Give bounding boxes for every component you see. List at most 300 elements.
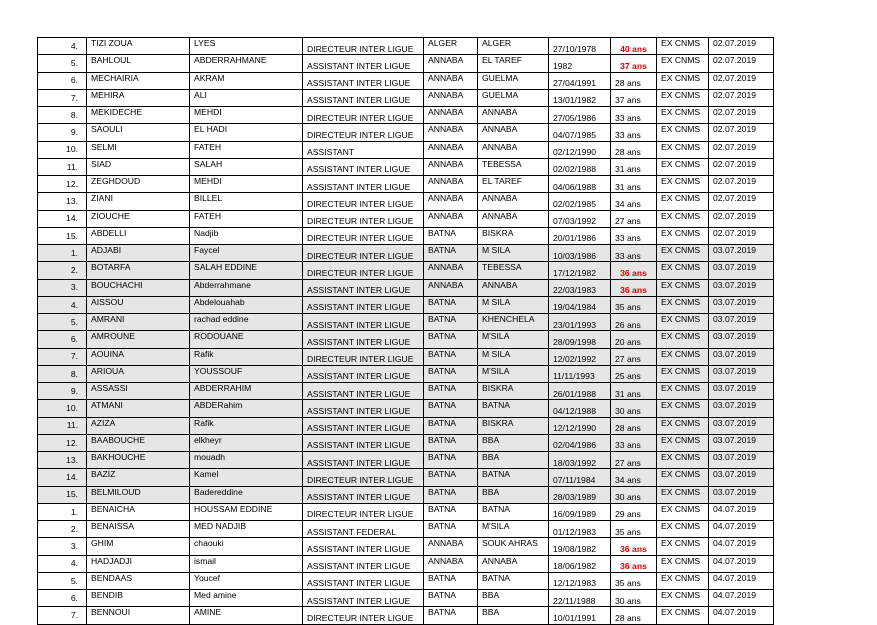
league-cell: ANNABA (424, 158, 478, 175)
function-cell: ASSISTANT INTER LIGUE (303, 400, 424, 417)
table-row (38, 538, 774, 555)
origin-cell: EX CNMS (657, 107, 709, 124)
session-date-cell: 03.07.2019 (709, 417, 774, 434)
wilaya-cell: ANNABA (478, 193, 549, 210)
first-name-cell: BILLEL (190, 193, 303, 210)
table-row (38, 296, 774, 313)
last-name-cell: ARIOUA (87, 365, 190, 382)
age-cell: 30 ans (611, 486, 657, 503)
table-row (38, 107, 774, 124)
session-date-cell: 02.07.2019 (709, 193, 774, 210)
table-row (38, 331, 774, 348)
function-cell: ASSISTANT INTER LIGUE (303, 434, 424, 451)
birth-date-cell: 04/12/1988 (549, 400, 611, 417)
last-name-cell: BELMILOUD (87, 486, 190, 503)
league-cell: ANNABA (424, 107, 478, 124)
wilaya-cell: BATNA (478, 572, 549, 589)
first-name-cell: Nadjib (190, 227, 303, 244)
league-cell: ALGER (424, 38, 478, 55)
league-cell: BATNA (424, 521, 478, 538)
function-cell: ASSISTANT INTER LIGUE (303, 72, 424, 89)
origin-cell: EX CNMS (657, 124, 709, 141)
birth-date-cell: 19/08/1982 (549, 538, 611, 555)
session-date-cell: 04.07.2019 (709, 572, 774, 589)
first-name-cell: YOUSSOUF (190, 365, 303, 382)
last-name-cell: ABDELLI (87, 227, 190, 244)
birth-date-cell: 07/11/1984 (549, 469, 611, 486)
wilaya-cell: M'SILA (478, 331, 549, 348)
table-row (38, 503, 774, 520)
first-name-cell: EL HADI (190, 124, 303, 141)
league-cell: ANNABA (424, 279, 478, 296)
birth-date-cell: 22/11/1988 (549, 590, 611, 607)
function-cell: ASSISTANT INTER LIGUE (303, 383, 424, 400)
function-cell: ASSISTANT INTER LIGUE (303, 89, 424, 106)
first-name-cell: ABDERRAHMANE (190, 55, 303, 72)
birth-date-cell: 28/03/1989 (549, 486, 611, 503)
league-cell: BATNA (424, 434, 478, 451)
origin-cell: EX CNMS (657, 141, 709, 158)
row-number: 6. (38, 331, 87, 348)
row-number: 2. (38, 521, 87, 538)
birth-date-cell: 17/12/1982 (549, 262, 611, 279)
table-row (38, 227, 774, 244)
league-cell: BATNA (424, 486, 478, 503)
age-cell: 28 ans (611, 141, 657, 158)
origin-cell: EX CNMS (657, 314, 709, 331)
age-cell: 33 ans (611, 245, 657, 262)
origin-cell: EX CNMS (657, 296, 709, 313)
league-cell: BATNA (424, 348, 478, 365)
origin-cell: EX CNMS (657, 538, 709, 555)
birth-date-cell: 04/07/1985 (549, 124, 611, 141)
last-name-cell: BAZIZ (87, 469, 190, 486)
wilaya-cell: BBA (478, 486, 549, 503)
origin-cell: EX CNMS (657, 262, 709, 279)
row-number: 14. (38, 469, 87, 486)
birth-date-cell: 16/09/1989 (549, 503, 611, 520)
session-date-cell: 02.07.2019 (709, 158, 774, 175)
table-row (38, 590, 774, 607)
age-cell: 31 ans (611, 176, 657, 193)
birth-date-cell: 04/06/1988 (549, 176, 611, 193)
wilaya-cell: M'SILA (478, 521, 549, 538)
age-cell: 28 ans (611, 607, 657, 624)
origin-cell: EX CNMS (657, 417, 709, 434)
function-cell: ASSISTANT (303, 141, 424, 158)
first-name-cell: Abdelouahab (190, 296, 303, 313)
origin-cell: EX CNMS (657, 365, 709, 382)
age-cell: 28 ans (611, 72, 657, 89)
row-number: 6. (38, 72, 87, 89)
row-number: 4. (38, 296, 87, 313)
wilaya-cell: M SILA (478, 296, 549, 313)
last-name-cell: BAHLOUL (87, 55, 190, 72)
session-date-cell: 04.07.2019 (709, 521, 774, 538)
birth-date-cell: 20/01/1986 (549, 227, 611, 244)
age-cell: 30 ans (611, 590, 657, 607)
last-name-cell: AOUINA (87, 348, 190, 365)
table-row (38, 262, 774, 279)
birth-date-cell: 1982 (549, 55, 611, 72)
function-cell: DIRECTEUR INTER LIGUE (303, 193, 424, 210)
age-cell: 40 ans (611, 38, 657, 55)
session-date-cell: 03.07.2019 (709, 452, 774, 469)
last-name-cell: BAABOUCHE (87, 434, 190, 451)
function-cell: ASSISTANT INTER LIGUE (303, 279, 424, 296)
age-cell: 36 ans (611, 262, 657, 279)
origin-cell: EX CNMS (657, 210, 709, 227)
session-date-cell: 04.07.2019 (709, 503, 774, 520)
function-cell: ASSISTANT INTER LIGUE (303, 486, 424, 503)
age-cell: 27 ans (611, 348, 657, 365)
first-name-cell: rachad eddine (190, 314, 303, 331)
origin-cell: EX CNMS (657, 555, 709, 572)
birth-date-cell: 27/05/1986 (549, 107, 611, 124)
function-cell: DIRECTEUR INTER LIGUE (303, 245, 424, 262)
function-cell: ASSISTANT INTER LIGUE (303, 417, 424, 434)
league-cell: BATNA (424, 590, 478, 607)
origin-cell: EX CNMS (657, 72, 709, 89)
wilaya-cell: EL TAREF (478, 176, 549, 193)
row-number: 3. (38, 538, 87, 555)
wilaya-cell: GUELMA (478, 72, 549, 89)
row-number: 7. (38, 607, 87, 624)
birth-date-cell: 02/02/1985 (549, 193, 611, 210)
first-name-cell: SALAH EDDINE (190, 262, 303, 279)
session-date-cell: 03.07.2019 (709, 434, 774, 451)
table-row (38, 486, 774, 503)
wilaya-cell: BATNA (478, 400, 549, 417)
birth-date-cell: 10/01/1991 (549, 607, 611, 624)
first-name-cell: HOUSSAM EDDINE (190, 503, 303, 520)
last-name-cell: MEKIDECHE (87, 107, 190, 124)
first-name-cell: Rafik (190, 417, 303, 434)
league-cell: BATNA (424, 331, 478, 348)
row-number: 9. (38, 383, 87, 400)
origin-cell: EX CNMS (657, 469, 709, 486)
age-cell: 36 ans (611, 555, 657, 572)
origin-cell: EX CNMS (657, 176, 709, 193)
row-number: 2. (38, 262, 87, 279)
function-cell: DIRECTEUR INTER LIGUE (303, 469, 424, 486)
session-date-cell: 02.07.2019 (709, 124, 774, 141)
wilaya-cell: BBA (478, 452, 549, 469)
origin-cell: EX CNMS (657, 400, 709, 417)
row-number: 7. (38, 89, 87, 106)
league-cell: ANNABA (424, 538, 478, 555)
function-cell: DIRECTEUR INTER LIGUE (303, 210, 424, 227)
age-cell: 33 ans (611, 107, 657, 124)
row-number: 5. (38, 55, 87, 72)
session-date-cell: 04.07.2019 (709, 555, 774, 572)
wilaya-cell: ANNABA (478, 555, 549, 572)
birth-date-cell: 13/01/1982 (549, 89, 611, 106)
birth-date-cell: 18/06/1982 (549, 555, 611, 572)
birth-date-cell: 27/04/1991 (549, 72, 611, 89)
wilaya-cell: SOUK AHRAS (478, 538, 549, 555)
birth-date-cell: 22/03/1983 (549, 279, 611, 296)
birth-date-cell: 28/09/1998 (549, 331, 611, 348)
function-cell: ASSISTANT INTER LIGUE (303, 296, 424, 313)
last-name-cell: AMROUNE (87, 331, 190, 348)
row-number: 4. (38, 38, 87, 55)
table-row (38, 89, 774, 106)
session-date-cell: 02.07.2019 (709, 89, 774, 106)
first-name-cell: Rafik (190, 348, 303, 365)
origin-cell: EX CNMS (657, 486, 709, 503)
table-row (38, 572, 774, 589)
first-name-cell: MEHDI (190, 176, 303, 193)
wilaya-cell: ANNABA (478, 279, 549, 296)
age-cell: 36 ans (611, 279, 657, 296)
age-cell: 33 ans (611, 124, 657, 141)
origin-cell: EX CNMS (657, 434, 709, 451)
session-date-cell: 04.07.2019 (709, 607, 774, 624)
first-name-cell: FATEH (190, 141, 303, 158)
age-cell: 34 ans (611, 193, 657, 210)
birth-date-cell: 07/03/1992 (549, 210, 611, 227)
last-name-cell: BOTARFA (87, 262, 190, 279)
league-cell: ANNABA (424, 193, 478, 210)
origin-cell: EX CNMS (657, 158, 709, 175)
origin-cell: EX CNMS (657, 590, 709, 607)
table-row (38, 417, 774, 434)
table-row (38, 383, 774, 400)
row-number: 12. (38, 434, 87, 451)
wilaya-cell: M SILA (478, 245, 549, 262)
league-cell: BATNA (424, 365, 478, 382)
function-cell: ASSISTANT INTER LIGUE (303, 590, 424, 607)
row-number: 8. (38, 365, 87, 382)
session-date-cell: 03.07.2019 (709, 331, 774, 348)
last-name-cell: MEHIRA (87, 89, 190, 106)
last-name-cell: BAKHOUCHE (87, 452, 190, 469)
wilaya-cell: KHENCHELA (478, 314, 549, 331)
age-cell: 31 ans (611, 383, 657, 400)
wilaya-cell: M'SILA (478, 365, 549, 382)
origin-cell: EX CNMS (657, 383, 709, 400)
session-date-cell: 03.07.2019 (709, 469, 774, 486)
wilaya-cell: BISKRA (478, 383, 549, 400)
age-cell: 36 ans (611, 538, 657, 555)
first-name-cell: Kamel (190, 469, 303, 486)
row-number: 12. (38, 176, 87, 193)
roster-body (38, 38, 774, 625)
age-cell: 28 ans (611, 417, 657, 434)
first-name-cell: elkheyr (190, 434, 303, 451)
function-cell: ASSISTANT INTER LIGUE (303, 452, 424, 469)
row-number: 15. (38, 227, 87, 244)
function-cell: DIRECTEUR INTER LIGUE (303, 262, 424, 279)
age-cell: 31 ans (611, 158, 657, 175)
age-cell: 30 ans (611, 400, 657, 417)
age-cell: 37 ans (611, 55, 657, 72)
birth-date-cell: 27/10/1978 (549, 38, 611, 55)
first-name-cell: SALAH (190, 158, 303, 175)
first-name-cell: ABDERRAHIM (190, 383, 303, 400)
age-cell: 35 ans (611, 521, 657, 538)
row-number: 3. (38, 279, 87, 296)
first-name-cell: ismail (190, 555, 303, 572)
first-name-cell: FATEH (190, 210, 303, 227)
row-number: 5. (38, 314, 87, 331)
table-row (38, 434, 774, 451)
first-name-cell: AMINE (190, 607, 303, 624)
first-name-cell: MED NADJIB (190, 521, 303, 538)
row-number: 13. (38, 193, 87, 210)
row-number: 15. (38, 486, 87, 503)
table-row (38, 245, 774, 262)
wilaya-cell: M SILA (478, 348, 549, 365)
league-cell: ANNABA (424, 124, 478, 141)
origin-cell: EX CNMS (657, 245, 709, 262)
session-date-cell: 02.07.2019 (709, 107, 774, 124)
first-name-cell: Youcef (190, 572, 303, 589)
last-name-cell: AZIZA (87, 417, 190, 434)
last-name-cell: BENNOUI (87, 607, 190, 624)
league-cell: BATNA (424, 503, 478, 520)
function-cell: DIRECTEUR INTER LIGUE (303, 38, 424, 55)
first-name-cell: Badereddine (190, 486, 303, 503)
wilaya-cell: ANNABA (478, 124, 549, 141)
last-name-cell: SIAD (87, 158, 190, 175)
origin-cell: EX CNMS (657, 89, 709, 106)
row-number: 10. (38, 141, 87, 158)
age-cell: 20 ans (611, 331, 657, 348)
league-cell: BATNA (424, 383, 478, 400)
last-name-cell: SELMI (87, 141, 190, 158)
first-name-cell: MEHDI (190, 107, 303, 124)
row-number: 11. (38, 417, 87, 434)
birth-date-cell: 01/12/1983 (549, 521, 611, 538)
age-cell: 37 ans (611, 89, 657, 106)
last-name-cell: GHIM (87, 538, 190, 555)
table-row (38, 607, 774, 624)
first-name-cell: AKRAM (190, 72, 303, 89)
age-cell: 33 ans (611, 434, 657, 451)
session-date-cell: 03.07.2019 (709, 262, 774, 279)
last-name-cell: AISSOU (87, 296, 190, 313)
wilaya-cell: ALGER (478, 38, 549, 55)
birth-date-cell: 12/12/1983 (549, 572, 611, 589)
session-date-cell: 03.07.2019 (709, 314, 774, 331)
function-cell: ASSISTANT INTER LIGUE (303, 314, 424, 331)
birth-date-cell: 26/01/1988 (549, 383, 611, 400)
age-cell: 34 ans (611, 469, 657, 486)
first-name-cell: mouadh (190, 452, 303, 469)
last-name-cell: SAOULI (87, 124, 190, 141)
origin-cell: EX CNMS (657, 452, 709, 469)
session-date-cell: 03.07.2019 (709, 245, 774, 262)
age-cell: 27 ans (611, 210, 657, 227)
origin-cell: EX CNMS (657, 55, 709, 72)
origin-cell: EX CNMS (657, 607, 709, 624)
function-cell: DIRECTEUR INTER LIGUE (303, 107, 424, 124)
wilaya-cell: ANNABA (478, 107, 549, 124)
function-cell: ASSISTANT INTER LIGUE (303, 158, 424, 175)
table-row (38, 72, 774, 89)
wilaya-cell: BBA (478, 607, 549, 624)
function-cell: ASSISTANT INTER LIGUE (303, 55, 424, 72)
league-cell: BATNA (424, 227, 478, 244)
wilaya-cell: BATNA (478, 503, 549, 520)
league-cell: BATNA (424, 572, 478, 589)
league-cell: BATNA (424, 469, 478, 486)
league-cell: BATNA (424, 417, 478, 434)
table-row (38, 210, 774, 227)
function-cell: ASSISTANT INTER LIGUE (303, 331, 424, 348)
league-cell: BATNA (424, 400, 478, 417)
league-cell: BATNA (424, 607, 478, 624)
last-name-cell: BENDAAS (87, 572, 190, 589)
function-cell: ASSISTANT INTER LIGUE (303, 538, 424, 555)
age-cell: 25 ans (611, 365, 657, 382)
function-cell: ASSISTANT FEDERAL (303, 521, 424, 538)
origin-cell: EX CNMS (657, 348, 709, 365)
table-row (38, 469, 774, 486)
row-number: 14. (38, 210, 87, 227)
origin-cell: EX CNMS (657, 331, 709, 348)
first-name-cell: ABDERahim (190, 400, 303, 417)
function-cell: DIRECTEUR INTER LIGUE (303, 348, 424, 365)
last-name-cell: ADJABI (87, 245, 190, 262)
row-number: 7. (38, 348, 87, 365)
function-cell: DIRECTEUR INTER LIGUE (303, 227, 424, 244)
table-row (38, 314, 774, 331)
origin-cell: EX CNMS (657, 38, 709, 55)
last-name-cell: ZEGHDOUD (87, 176, 190, 193)
origin-cell: EX CNMS (657, 572, 709, 589)
session-date-cell: 02.07.2019 (709, 176, 774, 193)
table-row (38, 141, 774, 158)
function-cell: ASSISTANT INTER LIGUE (303, 365, 424, 382)
league-cell: ANNABA (424, 210, 478, 227)
last-name-cell: BOUCHACHI (87, 279, 190, 296)
session-date-cell: 02.07.2019 (709, 141, 774, 158)
table-row (38, 193, 774, 210)
session-date-cell: 03.07.2019 (709, 486, 774, 503)
birth-date-cell: 10/03/1986 (549, 245, 611, 262)
row-number: 10. (38, 400, 87, 417)
birth-date-cell: 12/12/1990 (549, 417, 611, 434)
age-cell: 27 ans (611, 452, 657, 469)
first-name-cell: chaouki (190, 538, 303, 555)
session-date-cell: 02.07.2019 (709, 55, 774, 72)
birth-date-cell: 12/02/1992 (549, 348, 611, 365)
first-name-cell: RODOUANE (190, 331, 303, 348)
session-date-cell: 02.07.2019 (709, 210, 774, 227)
league-cell: ANNABA (424, 262, 478, 279)
wilaya-cell: BISKRA (478, 417, 549, 434)
function-cell: DIRECTEUR INTER LIGUE (303, 607, 424, 624)
first-name-cell: Faycel (190, 245, 303, 262)
birth-date-cell: 02/12/1990 (549, 141, 611, 158)
league-cell: BATNA (424, 245, 478, 262)
function-cell: ASSISTANT INTER LIGUE (303, 176, 424, 193)
table-row (38, 452, 774, 469)
table-row (38, 365, 774, 382)
last-name-cell: ZIANI (87, 193, 190, 210)
birth-date-cell: 11/11/1993 (549, 365, 611, 382)
age-cell: 35 ans (611, 572, 657, 589)
function-cell: DIRECTEUR INTER LIGUE (303, 503, 424, 520)
first-name-cell: ALI (190, 89, 303, 106)
age-cell: 26 ans (611, 314, 657, 331)
session-date-cell: 03.07.2019 (709, 296, 774, 313)
last-name-cell: ATMANI (87, 400, 190, 417)
origin-cell: EX CNMS (657, 521, 709, 538)
